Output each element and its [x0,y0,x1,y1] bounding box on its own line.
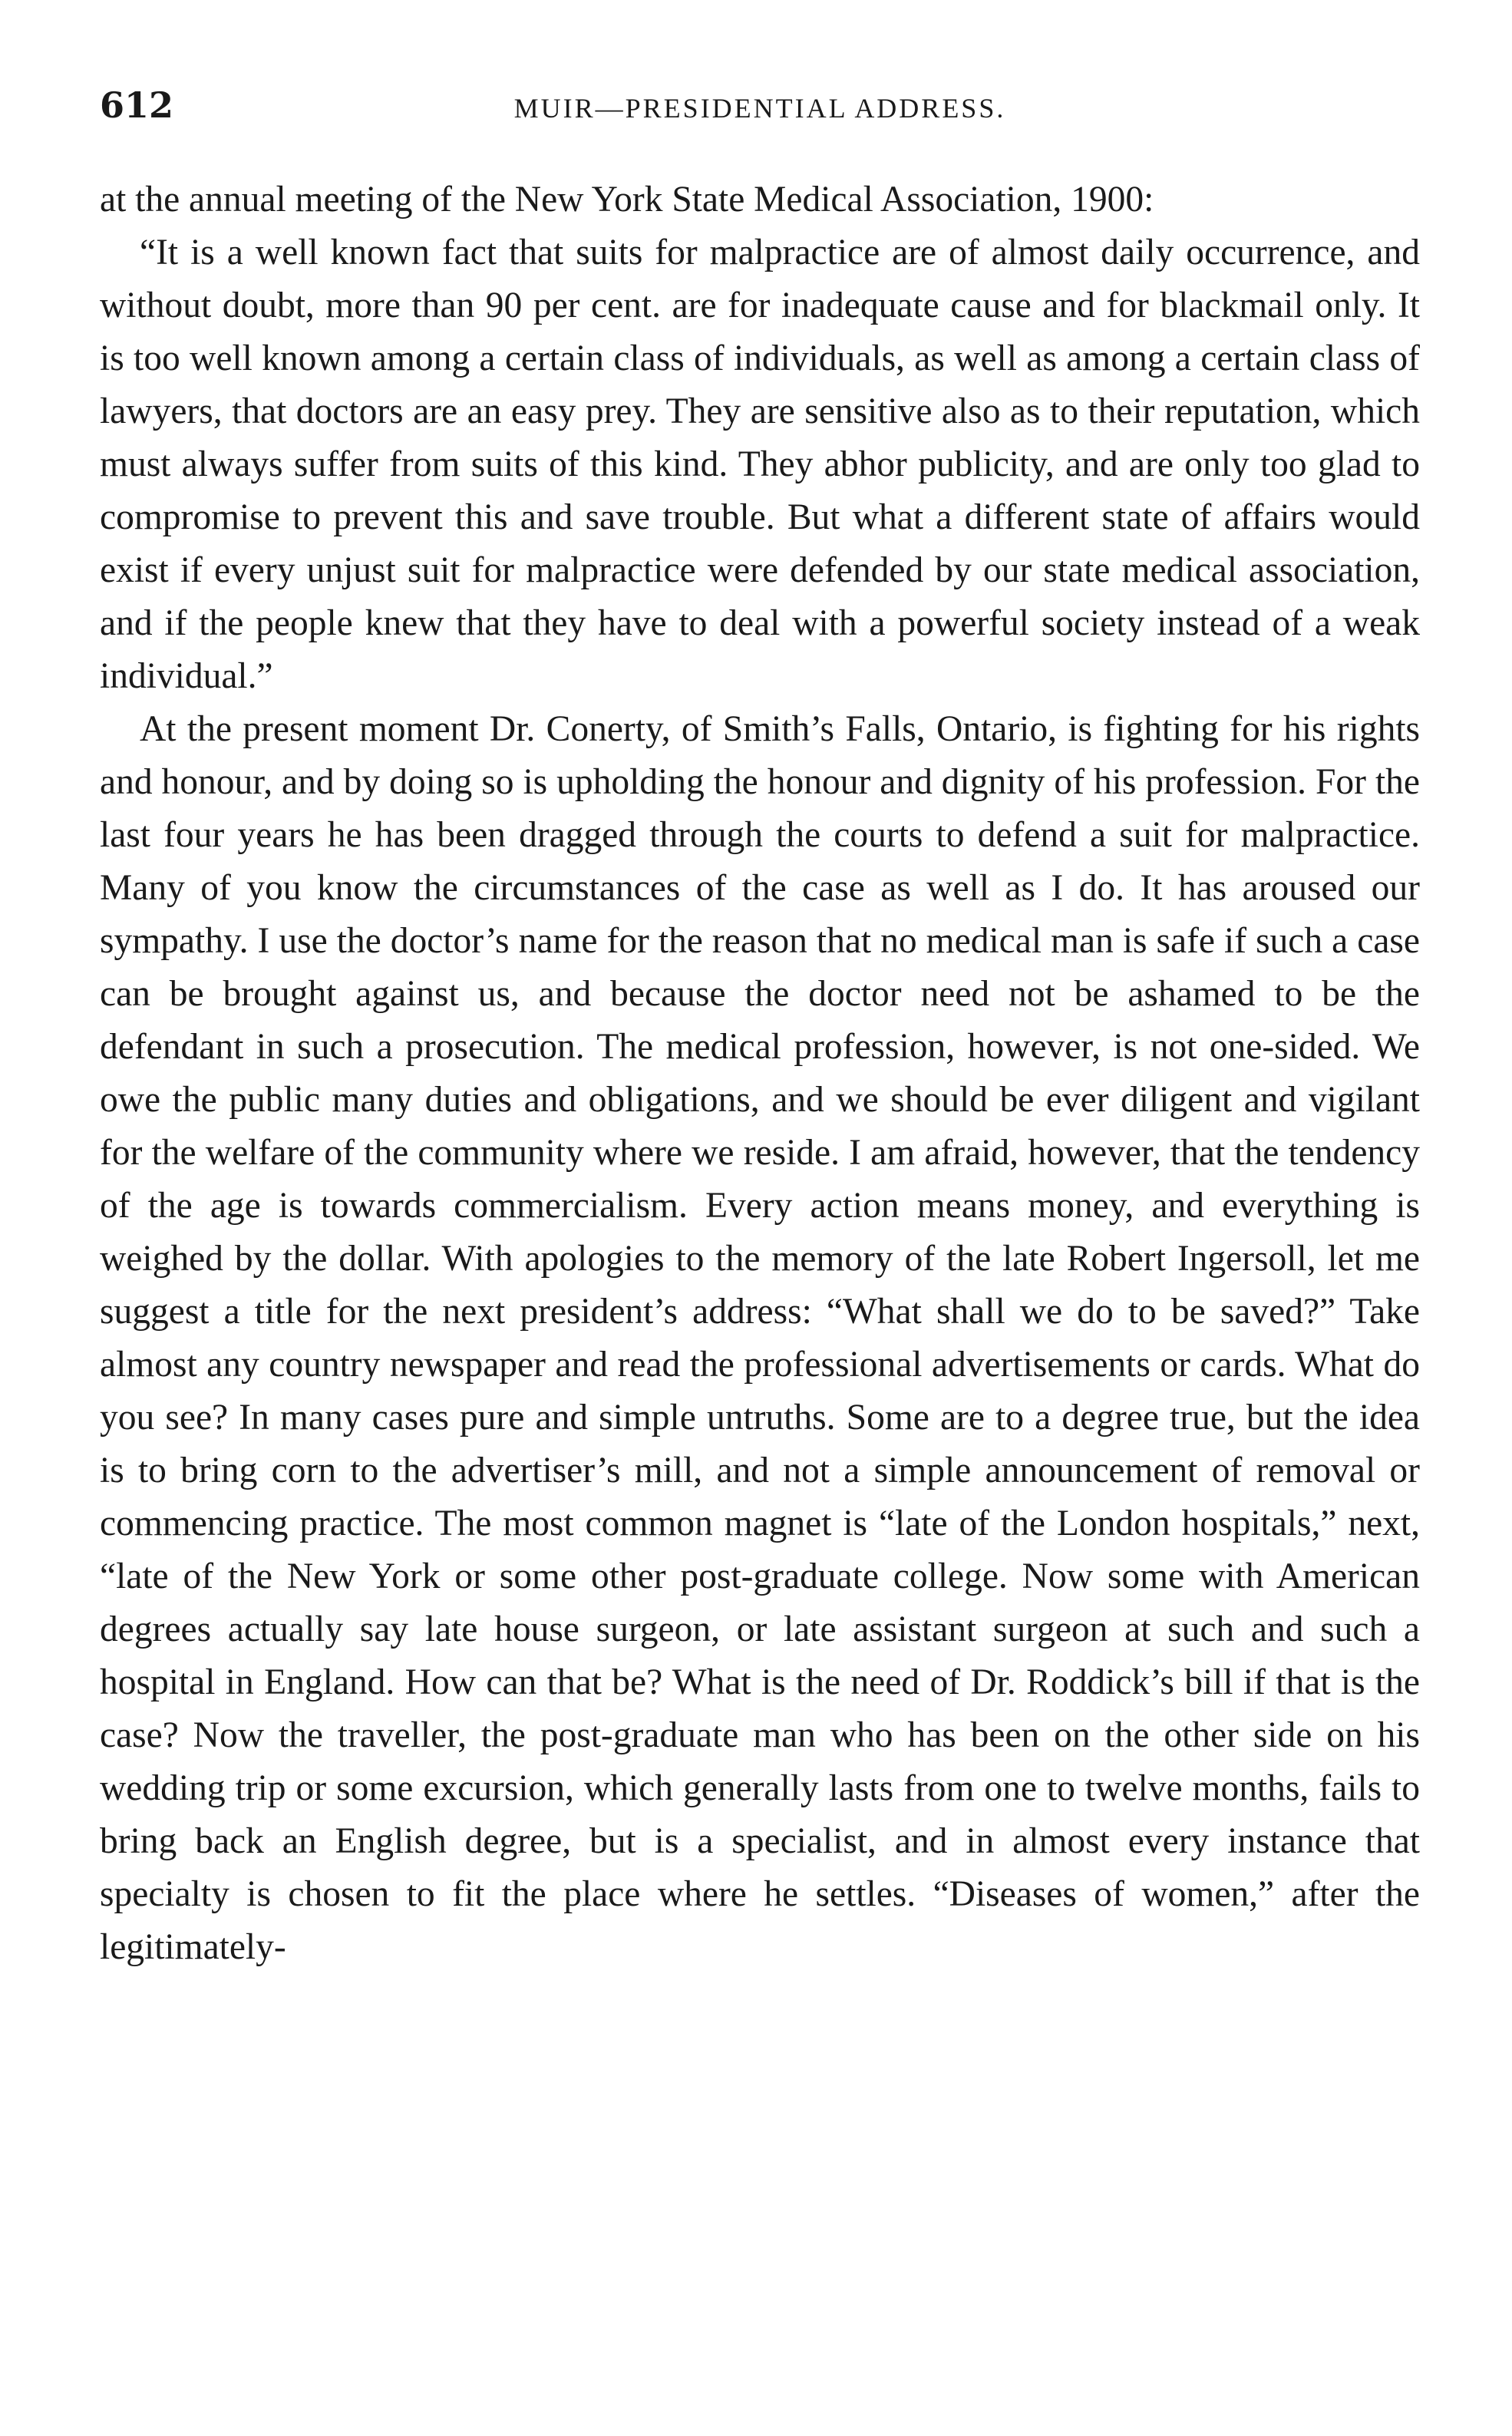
paragraph-quotation: “It is a well known fact that suits for malpractice are of almost daily occurrence, and without doubt, more than 90 per cent. are for inadequate cause and for blackmail only. It is too well known among a certain class of individuals, as well as among a certain class of lawyers, that doctors are an easy prey. They are sensitive also as to their reputation, which must always suffer from suits of this kind. They abhor publicity, and are only too glad to compromise to prevent this and save trouble. But what a different state of affairs would exist if every unjust suit for malpractice were defended by our state medical association, and if the people knew that they have to deal with a powerful society instead of a weak individual.” [100,233,1420,696]
running-head: MUIR—PRESIDENTIAL ADDRESS. [513,93,1006,124]
paragraph-main: At the present moment Dr. Conerty, of Smith’s Falls, Ontario, is fighting for his rights and honour, and by doing so is upholding the honour and dignity of his profession. For the last four years he has been dragged through the courts to defend a suit for malpractice. Many of you know the circumstances of the case as well as I do. It has aroused our sympathy. I use the doctor’s name for the reason that no medical man is safe if such a case can be brought against us, and because the doctor need not be ashamed to be the defendant in such a prosecution. The medical profession, however, is not one-sided. We owe the public many duties and obligations, and we should be ever diligent and vigilant for the welfare of the community where we reside. I am afraid, however, that the tendency of the age is towards commercialism. Every action means money, and everything is weighed by the dollar. With apologies to the memory of the late Robert Ingersoll, let me suggest a title for the next president’s address: “What shall we do to be saved?” Take almost any country newspaper and read the professional advertisements or cards. What do you see? In many cases pure and simple untruths. Some are to a degree true, but the idea is to bring corn to the advertiser’s mill, and not a simple announcement of removal or commencing practice. The most common magnet is “late of the London hospitals,” next, “late of the New York or some other post-graduate college. Now some with American degrees actually say late house surgeon, or late assistant surgeon at such and such a hospital in England. How can that be? What is the need of Dr. Roddick’s bill if that is the case? Now the traveller, the post-graduate man who has been on the other side on his wedding trip or some excursion, which generally lasts from one to twelve months, fails to bring back an English degree, but is a specialist, and in almost every instance that specialty is chosen to fit the place where he settles. “Diseases of women,” after the legitimately- [100,709,1420,1967]
page-header [100,84,1420,146]
page-number: 612 [100,84,174,126]
paragraph-continuation: at the annual meeting of the New York State Medical Association, 1900: [100,180,1154,220]
body-text [100,173,1420,1974]
document-page [100,84,1420,1974]
